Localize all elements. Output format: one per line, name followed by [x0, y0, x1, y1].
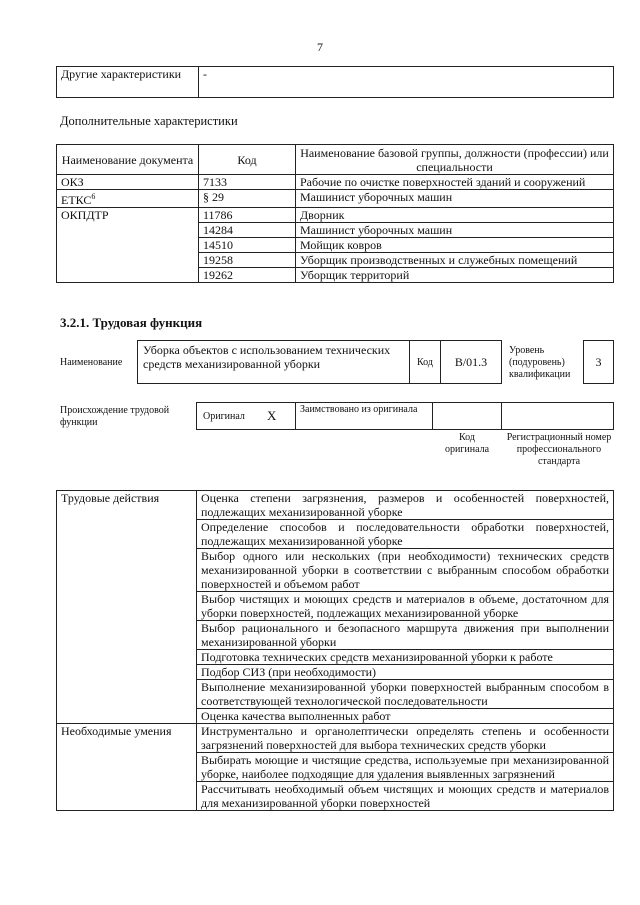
labor-action-item: Выполнение механизированной уборки поверхностей выбранным способом в соответствующей технологической последовательности	[197, 680, 614, 709]
labor-action-item: Оценка качества выполненных работ	[197, 709, 614, 724]
footnote-mark: 6	[91, 192, 96, 201]
code-okpdtr: 14284	[199, 223, 296, 238]
code-okpdtr: 14510	[199, 238, 296, 253]
function-name-box	[137, 340, 410, 384]
code-value: В/01.3	[440, 340, 502, 384]
labor-action-item: Определение способов и последовательности обработки поверхностей, подлежащих механизированной уборке	[197, 520, 614, 549]
table-row	[57, 175, 614, 190]
table-row	[57, 190, 614, 208]
skill-item: Выбирать моющие и чистящие средства, используемые при механизированной уборке, наиболее подходящие для удаления выявленных загрязнений	[197, 753, 614, 782]
code-original-box	[432, 402, 502, 430]
name-label: Наименование	[60, 357, 123, 368]
additional-characteristics-table	[56, 144, 614, 283]
code-etks: § 29	[199, 190, 296, 208]
original-box	[196, 402, 296, 430]
code-okpdtr: 19258	[199, 253, 296, 268]
labor-action-item: Выбор чистящих и моющих средств и материалов в объеме, достаточном для уборки поверхностей, подлежащих механизированной уборке	[197, 592, 614, 621]
labor-action-item: Оценка степени загрязнения, размеров и особенностей поверхностей, подлежащих механизированной уборке	[197, 491, 614, 520]
other-characteristics-label: Другие характеристики	[57, 67, 199, 98]
code-okpdtr: 19262	[199, 268, 296, 283]
doc-okpdtr: ОКПДТР	[57, 208, 199, 283]
table-row	[57, 208, 614, 223]
function-name-value: Уборка объектов с использованием технических средств механизированной уборки	[143, 343, 391, 371]
other-characteristics-table	[56, 66, 614, 98]
code-okz: 7133	[199, 175, 296, 190]
other-characteristics-value: -	[199, 67, 614, 98]
header-code: Код	[199, 145, 296, 175]
labor-action-item: Подготовка технических средств механизированной уборки к работе	[197, 650, 614, 665]
labor-action-item: Выбор рационального и безопасного маршрута движения при выполнении механизированной уборки	[197, 621, 614, 650]
skill-item: Рассчитывать необходимый объем чистящих и моющих средств и материалов для механизированной уборки поверхностей	[197, 782, 614, 811]
original-label: Оригинал	[203, 411, 245, 422]
header-group-name: Наименование базовой группы, должности (профессии) или специальности	[296, 145, 614, 175]
level-value: 3	[583, 340, 614, 384]
name-okpdtr: Уборщик территорий	[296, 268, 614, 283]
labor-action-item: Выбор одного или нескольких (при необходимости) технических средств механизированной уборки в соответствии с выбранным способом обработки поверхностей и объемом работ	[197, 549, 614, 592]
origin-label: Происхождение трудовой функции	[60, 405, 170, 428]
name-okz: Рабочие по очистке поверхностей зданий и сооружений	[296, 175, 614, 190]
name-okpdtr: Дворник	[296, 208, 614, 223]
labor-action-item: Подбор СИЗ (при необходимости)	[197, 665, 614, 680]
name-etks: Машинист уборочных машин	[296, 190, 614, 208]
code-label: Код	[409, 340, 441, 384]
code-okpdtr: 11786	[199, 208, 296, 223]
header-document: Наименование документа	[57, 145, 199, 175]
skill-item: Инструментально и органолептически определять степень и особенности загрязнений поверхностей для выбора технических средств уборки	[197, 724, 614, 753]
labor-actions-label: Трудовые действия	[57, 491, 197, 724]
page-number: 7	[317, 40, 323, 54]
table-row	[57, 724, 614, 753]
additional-characteristics-title: Дополнительные характеристики	[60, 114, 238, 128]
level-label: Уровень (подуровень) квалификации	[509, 345, 571, 380]
doc-okz: ОКЗ	[57, 175, 199, 190]
doc-etks: ЕТКС$^6$	[57, 190, 199, 208]
reg-number-box	[501, 402, 614, 430]
reg-number-label: Регистрационный номер профессионального стандарта	[506, 432, 612, 467]
name-okpdtr: Машинист уборочных машин	[296, 223, 614, 238]
labor-function-table	[56, 490, 614, 811]
code-original-label: Код оригинала	[444, 432, 490, 455]
skills-label: Необходимые умения	[57, 724, 197, 811]
original-mark: X	[267, 408, 277, 423]
borrowed-label: Заимствовано из оригинала	[295, 402, 433, 430]
table-row	[57, 491, 614, 520]
name-okpdtr: Уборщик производственных и служебных помещений	[296, 253, 614, 268]
labor-function-title: 3.2.1. Трудовая функция	[60, 315, 203, 330]
name-okpdtr: Мойщик ковров	[296, 238, 614, 253]
